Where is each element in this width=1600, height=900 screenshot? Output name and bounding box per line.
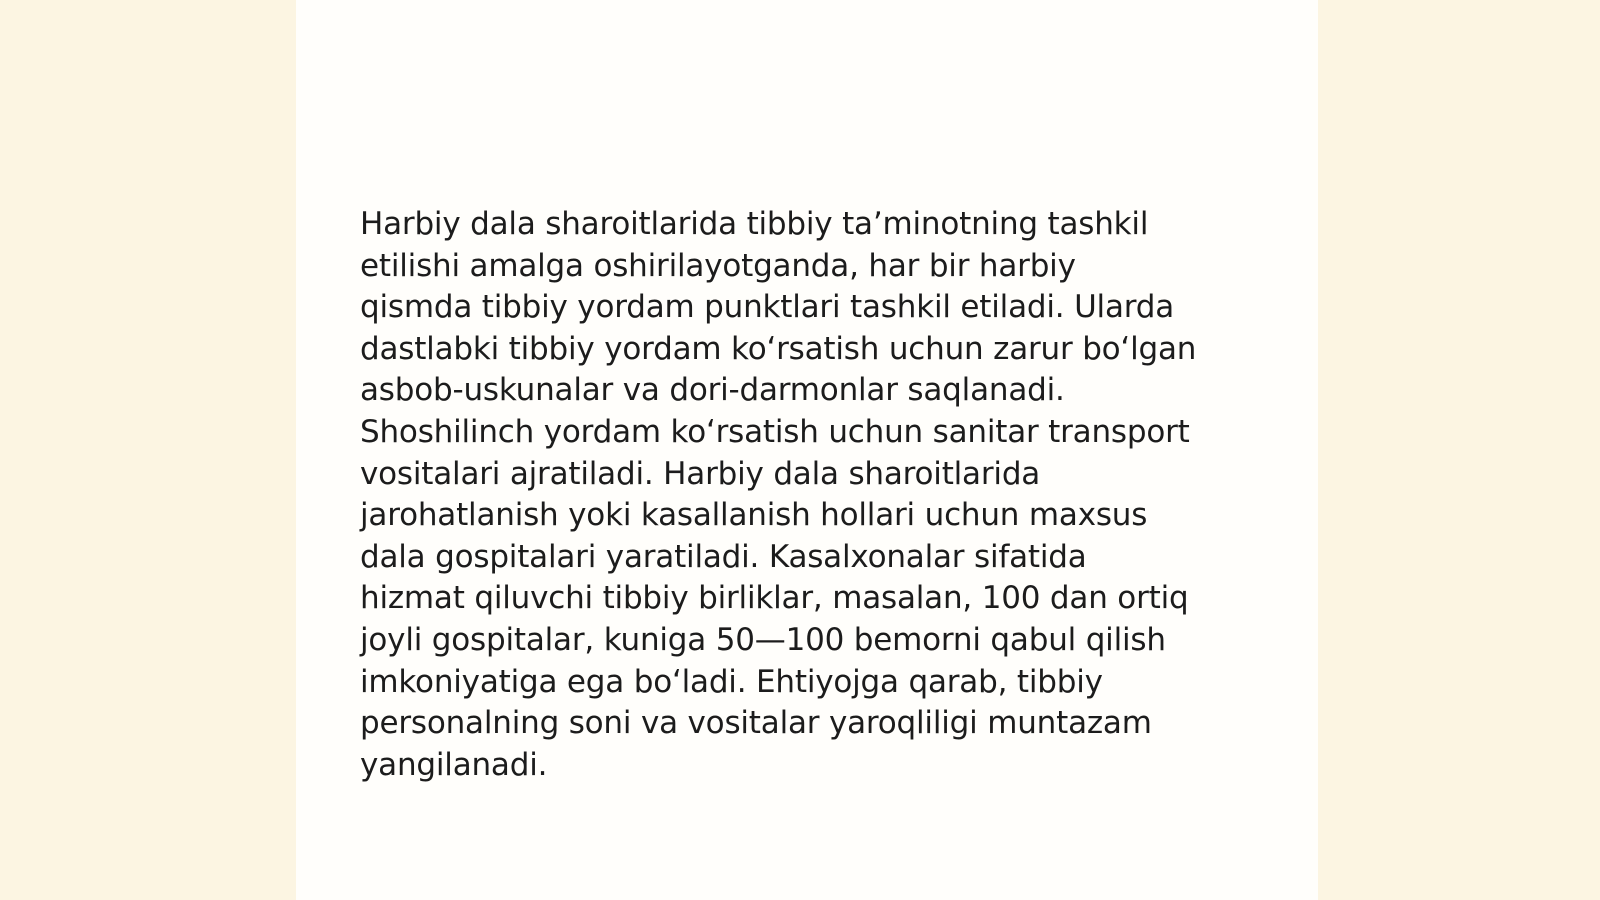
text-line: Harbiy dala sharoitlarida tibbiy ta’minotning tashkil [360, 206, 1149, 242]
body-paragraph [360, 204, 1260, 786]
document-sheet [296, 0, 1318, 900]
text-line: Shoshilinch yordam koʻrsatish uchun sanitar transport [360, 413, 1190, 450]
text-line: imkoniyatiga ega boʻladi. Ehtiyojga qarab, tibbiy [360, 663, 1103, 700]
text-line: jarohatlanish yoki kasallanish hollari uchun maxsus [360, 497, 1148, 534]
text-line: asbob-uskunalar va dori-darmonlar saqlanadi. [360, 372, 1065, 409]
left-margin [0, 0, 296, 900]
text-line: qismda tibbiy yordam punktlari tashkil etiladi. Ularda [360, 289, 1175, 326]
right-margin [1318, 0, 1600, 900]
text-line: personalning soni va vositalar yaroqliligi muntazam [360, 705, 1152, 742]
text-line: hizmat qiluvchi tibbiy birliklar, masalan, 100 dan ortiq [360, 580, 1189, 617]
text-line: vositalari ajratiladi. Harbiy dala sharoitlarida [360, 455, 1041, 492]
text-line: etilishi amalga oshirilayotganda, har bir harbiy [360, 247, 1076, 284]
text-line: dala gospitalari yaratiladi. Kasalxonalar sifatida [360, 538, 1087, 575]
text-line: dastlabki tibbiy yordam koʻrsatish uchun zarur boʻlgan [360, 330, 1197, 367]
text-line: yangilanadi. [360, 746, 548, 783]
text-line: joyli gospitalar, kuniga 50—100 bemorni qabul qilish [360, 621, 1166, 658]
